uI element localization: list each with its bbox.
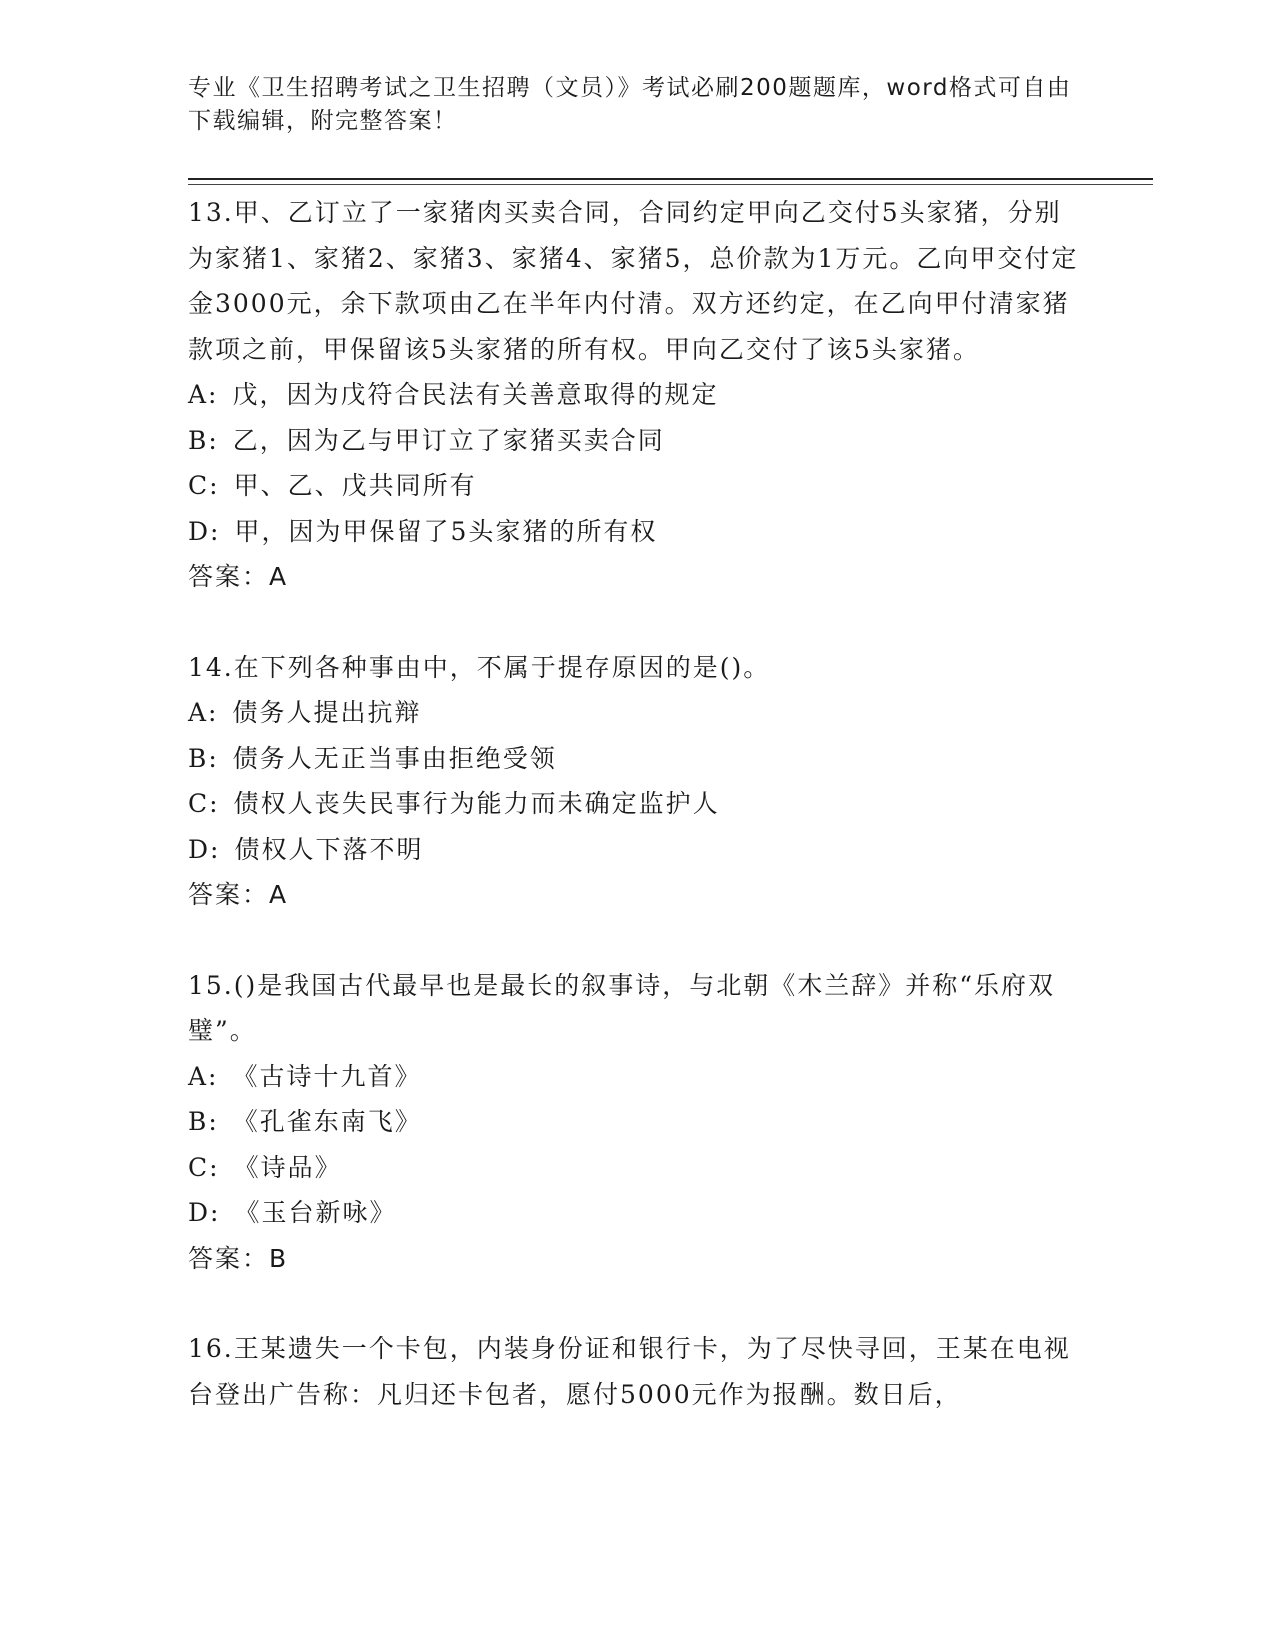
option-letter: B: (188, 743, 219, 773)
question-14 (188, 645, 1088, 918)
option-text: 乙，因为乙与甲订立了家猪买卖合同 (232, 425, 665, 455)
option-c (188, 1145, 1088, 1191)
option-text: 甲、乙、戊共同所有 (233, 471, 477, 500)
option-letter: A: (188, 1061, 219, 1091)
option-text: 甲，因为甲保留了5头家猪的所有权 (234, 516, 658, 546)
question-text: 16.王某遗失一个卡包，内装身份证和银行卡，为了尽快寻回，王某在电视台登出广告称：凡归还卡包者，愿付5000元作为报酬。数日后， (188, 1334, 1071, 1409)
header-divider-thin (188, 184, 1153, 185)
question-list (188, 190, 1088, 1462)
option-a (188, 1054, 1088, 1100)
option-d (188, 827, 1088, 873)
option-text: 债务人提出抗辩 (232, 698, 422, 727)
option-letter: A: (188, 380, 219, 409)
option-c (188, 781, 1088, 827)
option-text: 债务人无正当事由拒绝受领 (232, 743, 557, 773)
option-letter: D: (188, 516, 221, 546)
question-13 (188, 190, 1088, 600)
question-16 (188, 1326, 1088, 1417)
option-letter: D: (188, 834, 221, 864)
option-letter: B: (188, 1107, 219, 1136)
option-letter: A: (188, 698, 219, 727)
answer-line: 答案：A (188, 880, 289, 909)
option-letter: D: (188, 1198, 221, 1227)
option-text: 债权人丧失民事行为能力而未确定监护人 (233, 789, 720, 818)
option-b (188, 736, 1088, 782)
option-b (188, 418, 1088, 464)
header-text: 专业《卫生招聘考试之卫生招聘（文员）》考试必刷200题题库，word格式可自由下载编辑，附完整答案！ (188, 75, 1072, 134)
option-a (188, 372, 1088, 418)
option-text: 债权人下落不明 (234, 834, 424, 864)
option-c (188, 463, 1088, 509)
option-text: 《孔雀东南飞》 (232, 1107, 422, 1136)
question-15 (188, 963, 1088, 1282)
question-text: 13.甲、乙订立了一家猪肉买卖合同，合同约定甲向乙交付5头家猪，分别为家猪1、家猪2、家猪3、家猪4、家猪5，总价款为1万元。乙向甲交付定金3000元，余下款项由乙在半年内付清。双方还约定，在乙向甲付清家猪款项之前，甲保留该5头家猪的所有权。甲向乙交付了该5头家猪。 (188, 198, 1079, 364)
option-text: 《诗品》 (233, 1152, 342, 1182)
option-letter: C: (188, 471, 220, 500)
option-letter: C: (188, 789, 220, 818)
option-letter: C: (188, 1152, 220, 1182)
document-header (188, 72, 1088, 138)
option-d (188, 509, 1088, 555)
option-b (188, 1099, 1088, 1145)
option-text: 戊，因为戊符合民法有关善意取得的规定 (232, 380, 719, 409)
option-text: 《玉台新咏》 (234, 1198, 397, 1227)
option-letter: B: (188, 425, 219, 455)
option-a (188, 690, 1088, 736)
question-text: 15.()是我国古代最早也是最长的叙事诗，与北朝《木兰辞》并称“乐府双璧”。 (188, 970, 1056, 1045)
answer-line: 答案：B (188, 1243, 289, 1273)
header-divider-thick (188, 178, 1153, 180)
question-text: 14.在下列各种事由中，不属于提存原因的是()。 (188, 652, 771, 682)
option-text: 《古诗十九首》 (232, 1061, 422, 1091)
option-d (188, 1190, 1088, 1236)
answer-line: 答案：A (188, 562, 289, 591)
